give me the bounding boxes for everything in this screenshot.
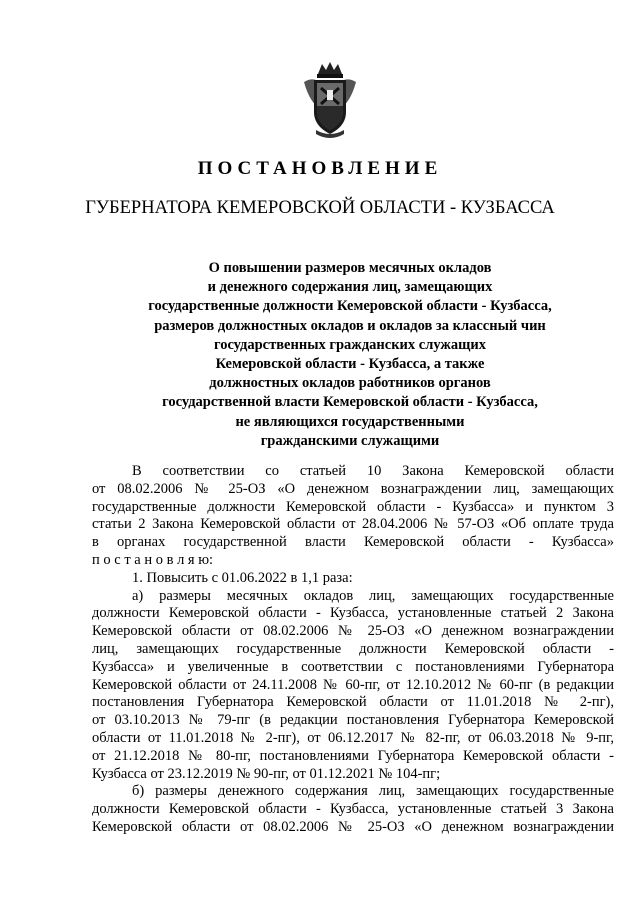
document-title [100, 259, 600, 451]
title-line: государственные должности Кемеровской области - Кузбасса, [148, 298, 552, 315]
title-line: не являющихся государственными [235, 413, 465, 430]
body-line: п о с т а н о в л я ю: [92, 551, 214, 568]
title-line: и денежного содержания лиц, замещающих [207, 279, 493, 296]
document-issuer-heading: ГУБЕРНАТОРА КЕМЕРОВСКОЙ ОБЛАСТИ - КУЗБАССА [85, 198, 555, 218]
body-line: в органах государственной власти Кемеровской области - Кузбасса» [92, 534, 614, 551]
title-line: Кемеровской области - Кузбасса, а также [215, 356, 485, 373]
document-type-heading: ПОСТАНОВЛЕНИЕ [197, 158, 443, 179]
body-line: постановления Губернатора Кемеровской области от 11.01.2018 № 2-пг), [92, 694, 614, 711]
body-line: от 08.02.2006 № 25-ОЗ «О денежном вознаграждении лиц, замещающих [92, 480, 614, 497]
body-line: Кемеровской области от 08.02.2006 № 25-ОЗ «О денежном вознаграждении [92, 818, 614, 835]
title-line: государственных гражданских служащих [213, 336, 487, 353]
body-line: статьи 2 Закона Кемеровской области от 28.04.2006 № 57-ОЗ «Об оплате труда [92, 516, 614, 533]
body-line: от 03.10.2013 № 79-пг (в редакции постановления Губернатора Кемеровской [92, 712, 614, 729]
body-line: Кузбасса от 23.12.2019 № 90-пг, от 01.12.2021 № 104-пг; [92, 765, 441, 782]
body-line: должности Кемеровской области - Кузбасса, установленные статьей 3 Закона [92, 801, 614, 818]
body-line: Кемеровской области от 24.11.2008 № 60-пг, от 12.10.2012 № 60-пг (в редакции [92, 676, 614, 693]
title-line: должностных окладов работников органов [209, 375, 491, 392]
body-line: лиц, замещающих государственные должности Кемеровской области - [92, 640, 614, 657]
body-line: 1. Повысить с 01.06.2022 в 1,1 раза: [132, 569, 353, 586]
body-line: от 21.12.2018 № 80-пг, постановлениями Губернатора Кемеровской области - [92, 747, 614, 764]
document-body [92, 463, 614, 837]
title-line: О повышении размеров месячных окладов [208, 260, 492, 276]
body-line: В соответствии со статьей 10 Закона Кемеровской области [132, 463, 614, 479]
body-line: а) размеры месячных окладов лиц, замещающих государственные [132, 587, 614, 604]
body-line: Кемеровской области от 08.02.2006 № 25-ОЗ «О денежном вознаграждении [92, 623, 614, 640]
coat-of-arms-emblem [300, 60, 360, 140]
body-line: государственные должности Кемеровской области - Кузбасса» и пунктом 3 [92, 498, 614, 515]
body-line: Кузбасса» и увеличенные в соответствии с постановлениями Губернатора [92, 658, 614, 675]
body-line: области от 11.01.2018 № 2-пг), от 06.12.2017 № 82-пг, от 06.03.2018 № 9-пг, [92, 729, 614, 746]
body-line: должности Кемеровской области - Кузбасса, установленные статьей 2 Закона [92, 605, 614, 622]
title-line: государственной власти Кемеровской области - Кузбасса, [162, 394, 538, 411]
body-line: б) размеры денежного содержания лиц, замещающих государственные [132, 783, 614, 800]
title-line: гражданскими служащими [260, 432, 440, 449]
title-line: размеров должностных окладов и окладов за классный чин [154, 317, 546, 334]
